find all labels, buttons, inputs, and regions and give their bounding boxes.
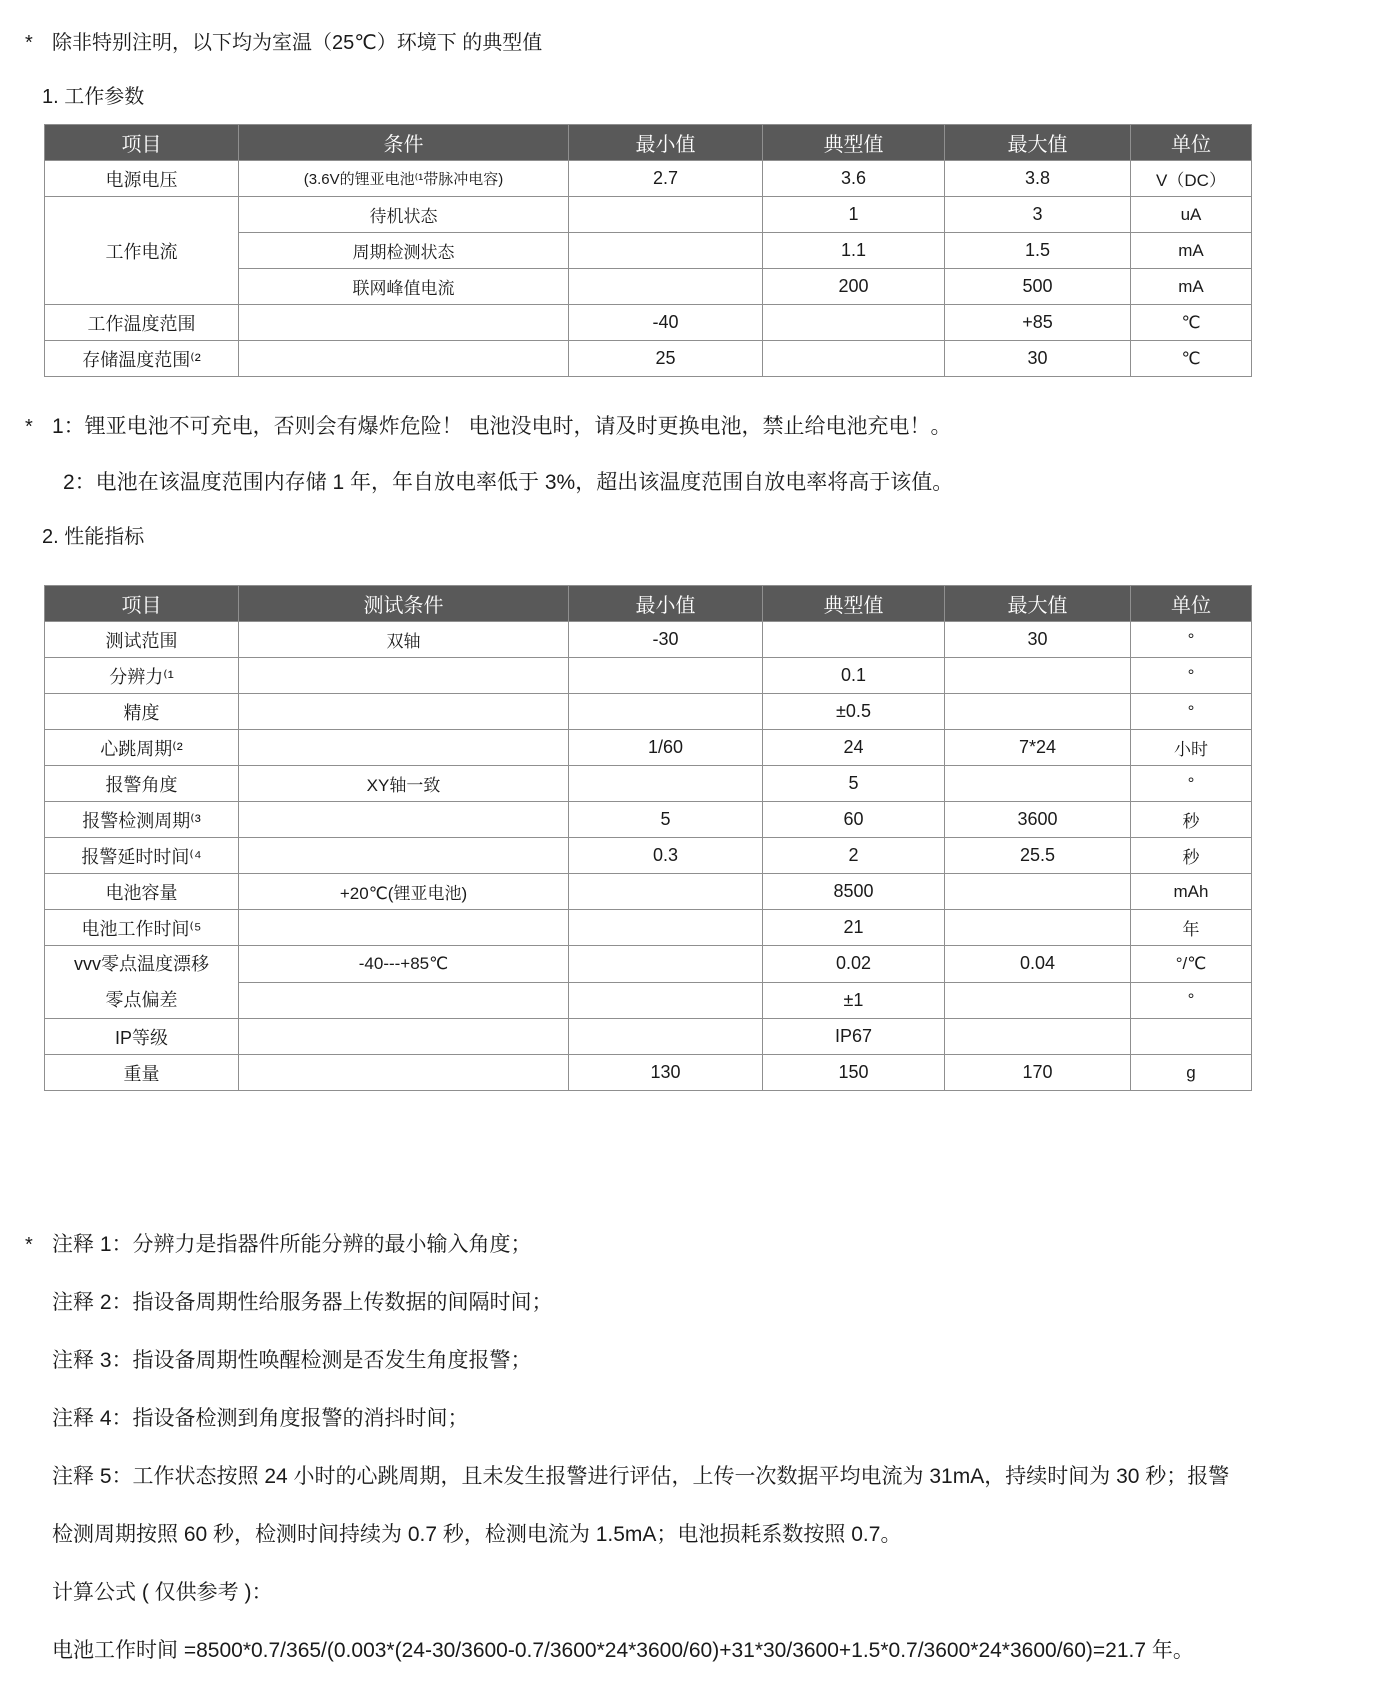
cell-typical: 21: [763, 910, 945, 946]
cell-condition: [239, 982, 569, 1019]
cell-max: [945, 874, 1131, 910]
cell-condition: [239, 305, 569, 341]
cell-max: 1.5: [945, 233, 1131, 269]
cell-item: 存储温度范围⁽²: [45, 341, 239, 377]
cell-min: [569, 658, 763, 694]
cell-item: 分辨力⁽¹: [45, 658, 239, 694]
cell-typical: 24: [763, 730, 945, 766]
column-header-typical: 典型值: [763, 586, 945, 622]
battery-life-formula: [25, 1638, 1194, 1664]
note-text: 注释 4：指设备检测到角度报警的消抖时间；: [52, 1407, 469, 1430]
cell-min: 0.3: [569, 838, 763, 874]
column-header-min: 最小值: [569, 125, 763, 161]
table-row: [45, 910, 1252, 946]
top-note: [25, 30, 542, 56]
table-row: [45, 197, 1252, 233]
cell-condition: 待机状态: [239, 197, 569, 233]
top-note-text: 除非特别注明，以下均为室温（25℃）环境下 的典型值: [52, 32, 543, 54]
column-header-min: 最小值: [569, 586, 763, 622]
cell-condition: [239, 1019, 569, 1055]
cell-condition: [239, 341, 569, 377]
asterisk-marker: *: [25, 416, 33, 438]
cell-unit: mA: [1131, 233, 1252, 269]
cell-max: 7*24: [945, 730, 1131, 766]
cell-max: +85: [945, 305, 1131, 341]
table-row: [45, 161, 1252, 197]
cell-unit: 秒: [1131, 802, 1252, 838]
cell-unit: mA: [1131, 269, 1252, 305]
table-row: [45, 658, 1252, 694]
cell-min: [569, 766, 763, 802]
cell-condition: +20℃(锂亚电池): [239, 874, 569, 910]
cell-unit: ℃: [1131, 341, 1252, 377]
cell-max: 3: [945, 197, 1131, 233]
cell-unit: [1131, 1019, 1252, 1055]
cell-max: 25.5: [945, 838, 1131, 874]
table-row: [45, 1055, 1252, 1091]
cell-min: [569, 1019, 763, 1055]
cell-min: -40: [569, 305, 763, 341]
cell-typical: 8500: [763, 874, 945, 910]
cell-unit: mAh: [1131, 874, 1252, 910]
cell-min: [569, 269, 763, 305]
formula-label: [25, 1580, 273, 1606]
table-row: [45, 946, 1252, 983]
cell-unit: g: [1131, 1055, 1252, 1091]
cell-unit: 年: [1131, 910, 1252, 946]
note-text: 注释 3：指设备周期性唤醒检测是否发生角度报警；: [52, 1349, 532, 1372]
cell-typical: 3.6: [763, 161, 945, 197]
cell-item: IP等级: [45, 1019, 239, 1055]
cell-typical: [763, 622, 945, 658]
cell-condition: [239, 658, 569, 694]
cell-item: 报警检测周期⁽³: [45, 802, 239, 838]
cell-min: [569, 233, 763, 269]
cell-unit: °: [1131, 982, 1252, 1019]
cell-unit: 秒: [1131, 838, 1252, 874]
cell-max: 170: [945, 1055, 1131, 1091]
cell-max: [945, 982, 1131, 1019]
cell-typical: 150: [763, 1055, 945, 1091]
note-text: 注释 2：指设备周期性给服务器上传数据的间隔时间；: [52, 1291, 553, 1314]
cell-item: 零点偏差: [105, 990, 178, 1010]
cell-max: 0.04: [945, 946, 1131, 983]
cell-condition: [239, 910, 569, 946]
note-5: [25, 1464, 1229, 1490]
asterisk-marker: *: [25, 32, 33, 54]
cell-min: 1/60: [569, 730, 763, 766]
cell-typical: ±0.5: [763, 694, 945, 730]
footnote-2: [36, 470, 953, 496]
table2-header-row: [45, 586, 1252, 622]
column-header-unit: 单位: [1131, 586, 1252, 622]
cell-condition: -40---+85℃: [239, 946, 569, 983]
cell-min: [569, 874, 763, 910]
cell-item: 重量: [45, 1055, 239, 1091]
note-4: [25, 1406, 469, 1432]
asterisk-marker: *: [25, 1234, 33, 1256]
cell-typical: 200: [763, 269, 945, 305]
cell-typical: 0.1: [763, 658, 945, 694]
column-header-test-condition: 测试条件: [239, 586, 569, 622]
cell-unit: °: [1131, 694, 1252, 730]
note-text: 注释 5：工作状态按照 24 小时的心跳周期，且未发生报警进行评估，上传一次数据平均电流为 31mA，持续时间为 30 秒；报警: [52, 1465, 1230, 1488]
cell-typical: 2: [763, 838, 945, 874]
table-row: [45, 874, 1252, 910]
column-header-item: 项目: [45, 586, 239, 622]
table-row: [45, 802, 1252, 838]
note-2: [25, 1290, 553, 1316]
cell-condition: 联网峰值电流: [239, 269, 569, 305]
cell-unit: uA: [1131, 197, 1252, 233]
column-header-item: 项目: [45, 125, 239, 161]
section1-title: 1. 工作参数: [42, 86, 145, 108]
section2-title: 2. 性能指标: [42, 526, 145, 548]
cell-item: 精度: [45, 694, 239, 730]
cell-condition: 双轴: [239, 622, 569, 658]
cell-max: [945, 694, 1131, 730]
cell-condition: [239, 1055, 569, 1091]
note-text: 检测周期按照 60 秒，检测时间持续为 0.7 秒，检测电流为 1.5mA；电池损耗系数按照 0.7。: [52, 1523, 902, 1546]
cell-unit: °: [1131, 658, 1252, 694]
footnote-text: 2：电池在该温度范围内存储 1 年，年自放电率低于 3%，超出该温度范围自放电率将高于该值。: [63, 471, 954, 494]
table-row: [45, 305, 1252, 341]
cell-min: [569, 982, 763, 1019]
cell-typical: IP67: [763, 1019, 945, 1055]
cell-item: vvv零点温度漂移: [74, 954, 209, 974]
cell-max: 30: [945, 341, 1131, 377]
footnote-1: [25, 414, 952, 440]
cell-min: [569, 197, 763, 233]
table-row: [45, 1019, 1252, 1055]
cell-item: 电池工作时间⁽⁵: [45, 910, 239, 946]
cell-min: 5: [569, 802, 763, 838]
cell-max: 30: [945, 622, 1131, 658]
note-text: 电池工作时间 =8500*0.7/365/(0.003*(24-30/3600-0.7/3600*24*3600/60)+31*30/3600+1.5*0.7/3600*24*3600/60)=21.7 年。: [52, 1639, 1194, 1662]
cell-condition: [239, 730, 569, 766]
cell-typical: 1.1: [763, 233, 945, 269]
cell-min: [569, 694, 763, 730]
cell-typical: 60: [763, 802, 945, 838]
column-header-condition: 条件: [239, 125, 569, 161]
column-header-max: 最大值: [945, 125, 1131, 161]
cell-max: [945, 910, 1131, 946]
cell-item: 心跳周期⁽²: [45, 730, 239, 766]
column-header-unit: 单位: [1131, 125, 1252, 161]
cell-unit: °: [1131, 622, 1252, 658]
cell-typical: [763, 341, 945, 377]
column-header-max: 最大值: [945, 586, 1131, 622]
cell-item: 工作电流: [45, 197, 239, 305]
cell-item: 工作温度范围: [45, 305, 239, 341]
cell-min: 25: [569, 341, 763, 377]
cell-condition: [239, 802, 569, 838]
cell-item: 电源电压: [45, 161, 239, 197]
cell-max: [945, 1019, 1131, 1055]
cell-condition: [239, 838, 569, 874]
cell-max: 3600: [945, 802, 1131, 838]
cell-min: 130: [569, 1055, 763, 1091]
note-1: [25, 1232, 532, 1258]
cell-min: 2.7: [569, 161, 763, 197]
cell-condition: [239, 694, 569, 730]
table1-header-row: [45, 125, 1252, 161]
table-row: [45, 838, 1252, 874]
cell-max: [945, 766, 1131, 802]
cell-item: 电池容量: [45, 874, 239, 910]
table-row: [45, 694, 1252, 730]
cell-unit: ℃: [1131, 305, 1252, 341]
cell-min: [569, 910, 763, 946]
cell-item-merged: [45, 946, 239, 1019]
cell-condition: (3.6V的锂亚电池⁽¹带脉冲电容): [239, 161, 569, 197]
cell-unit: 小时: [1131, 730, 1252, 766]
note-3: [25, 1348, 532, 1374]
cell-max: 500: [945, 269, 1131, 305]
cell-item: 报警延时时间⁽⁴: [45, 838, 239, 874]
cell-unit: °: [1131, 766, 1252, 802]
cell-unit: V（DC）: [1131, 161, 1252, 197]
table-row: [45, 622, 1252, 658]
footnote-text: 1：锂亚电池不可充电，否则会有爆炸危险！ 电池没电时，请及时更换电池，禁止给电池充电！。: [52, 415, 952, 438]
operating-parameters-table: [44, 124, 1252, 377]
cell-typical: [763, 305, 945, 341]
performance-specs-table: [44, 585, 1252, 1091]
cell-unit: °/℃: [1131, 946, 1252, 983]
cell-typical: 1: [763, 197, 945, 233]
note-text: 注释 1：分辨力是指器件所能分辨的最小输入角度；: [52, 1233, 532, 1256]
cell-typical: ±1: [763, 982, 945, 1019]
cell-item: 测试范围: [45, 622, 239, 658]
cell-max: 3.8: [945, 161, 1131, 197]
note-5-continued: [25, 1522, 901, 1548]
table-row: [45, 730, 1252, 766]
cell-min: -30: [569, 622, 763, 658]
column-header-typical: 典型值: [763, 125, 945, 161]
table-row: [45, 766, 1252, 802]
cell-typical: 5: [763, 766, 945, 802]
cell-item: 报警角度: [45, 766, 239, 802]
cell-min: [569, 946, 763, 983]
cell-condition: XY轴一致: [239, 766, 569, 802]
cell-max: [945, 658, 1131, 694]
cell-typical: 0.02: [763, 946, 945, 983]
cell-condition: 周期检测状态: [239, 233, 569, 269]
note-text: 计算公式 ( 仅供参考 )：: [52, 1581, 273, 1604]
table-row: [45, 341, 1252, 377]
